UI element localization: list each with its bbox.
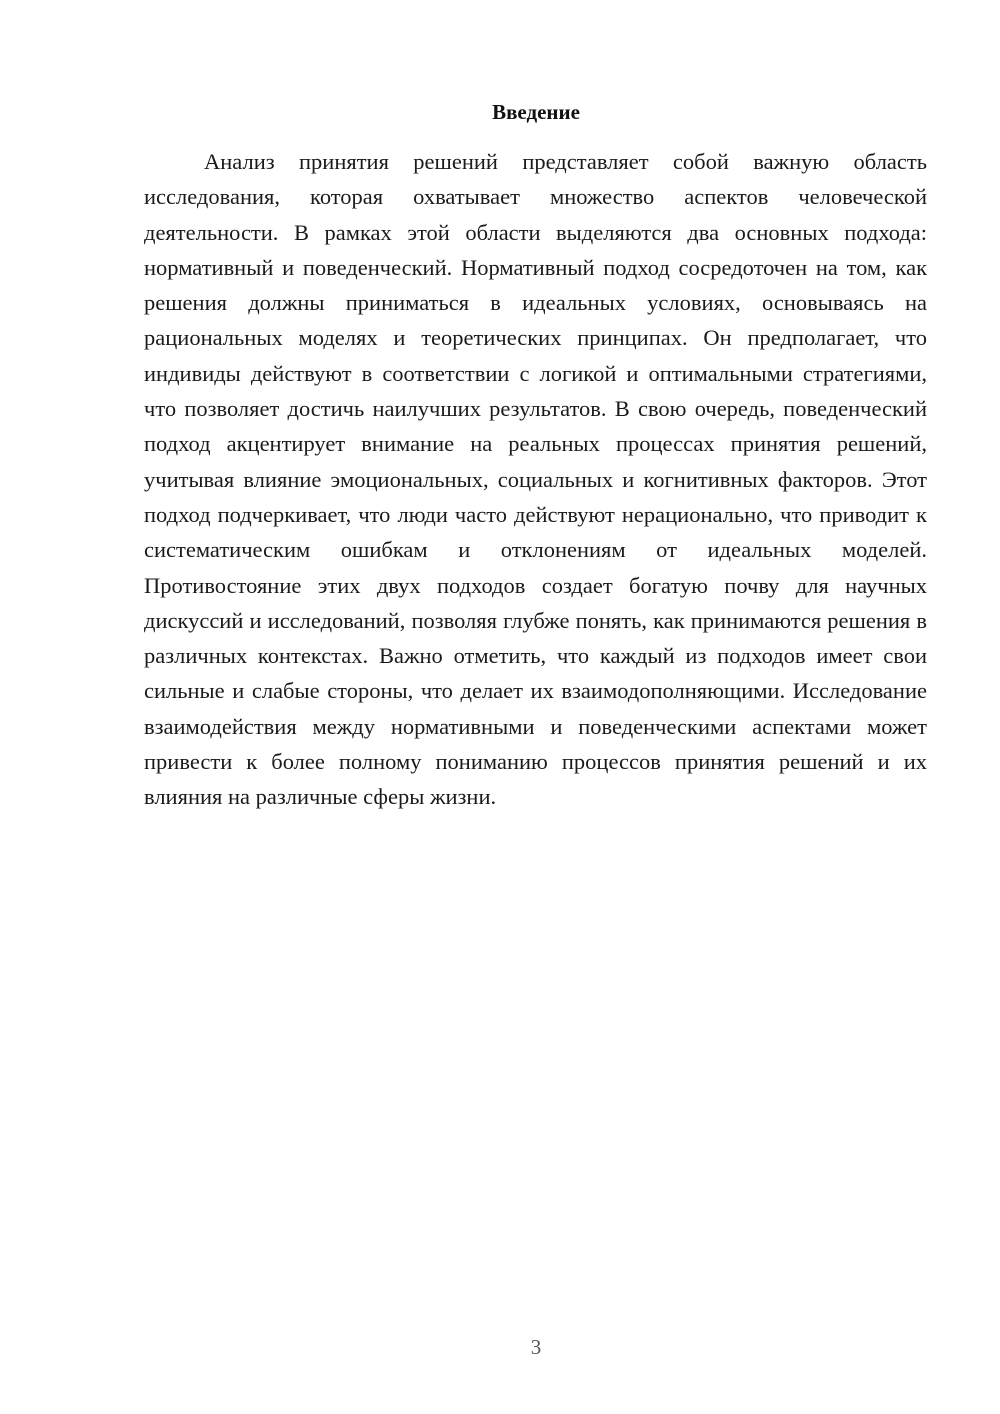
page-number: 3 — [530, 1335, 542, 1359]
section-heading: Введение — [492, 100, 580, 124]
body-paragraph: Анализ принятия решений представляет собой важную область исследования, которая охватывает множество аспектов человеческой деятельности. В рамках этой области выделяются два основных подхода: нормативный и поведенческий. Нормативный подход сосредоточен на том, как решения должны приниматься в идеальных условиях, основываясь на рациональных моделях и теоретических принципах. Он предполагает, что индивиды действуют в соответствии с логикой и оптимальными стратегиями, что позволяет достичь наилучших результатов. В свою очередь, поведенческий подход акцентирует внимание на реальных процессах принятия решений, учитывая влияние эмоциональных, социальных и когнитивных факторов. Этот подход подчеркивает, что люди часто действуют нерационально, что приводит к систематическим ошибкам и отклонениям от идеальных моделей. Противостояние этих двух подходов создает богатую почву для научных дискуссий и исследований, позволяя глубже понять, как принимаются решения в различных контекстах. Важно отметить, что каждый из подходов имеет свои сильные и слабые стороны, что делает их взаимодополняющими. Исследование взаимодействия между нормативными и поведенческими аспектами может привести к более полному пониманию процессов принятия решений и их влияния на различные сферы жизни. — [144, 149, 927, 810]
